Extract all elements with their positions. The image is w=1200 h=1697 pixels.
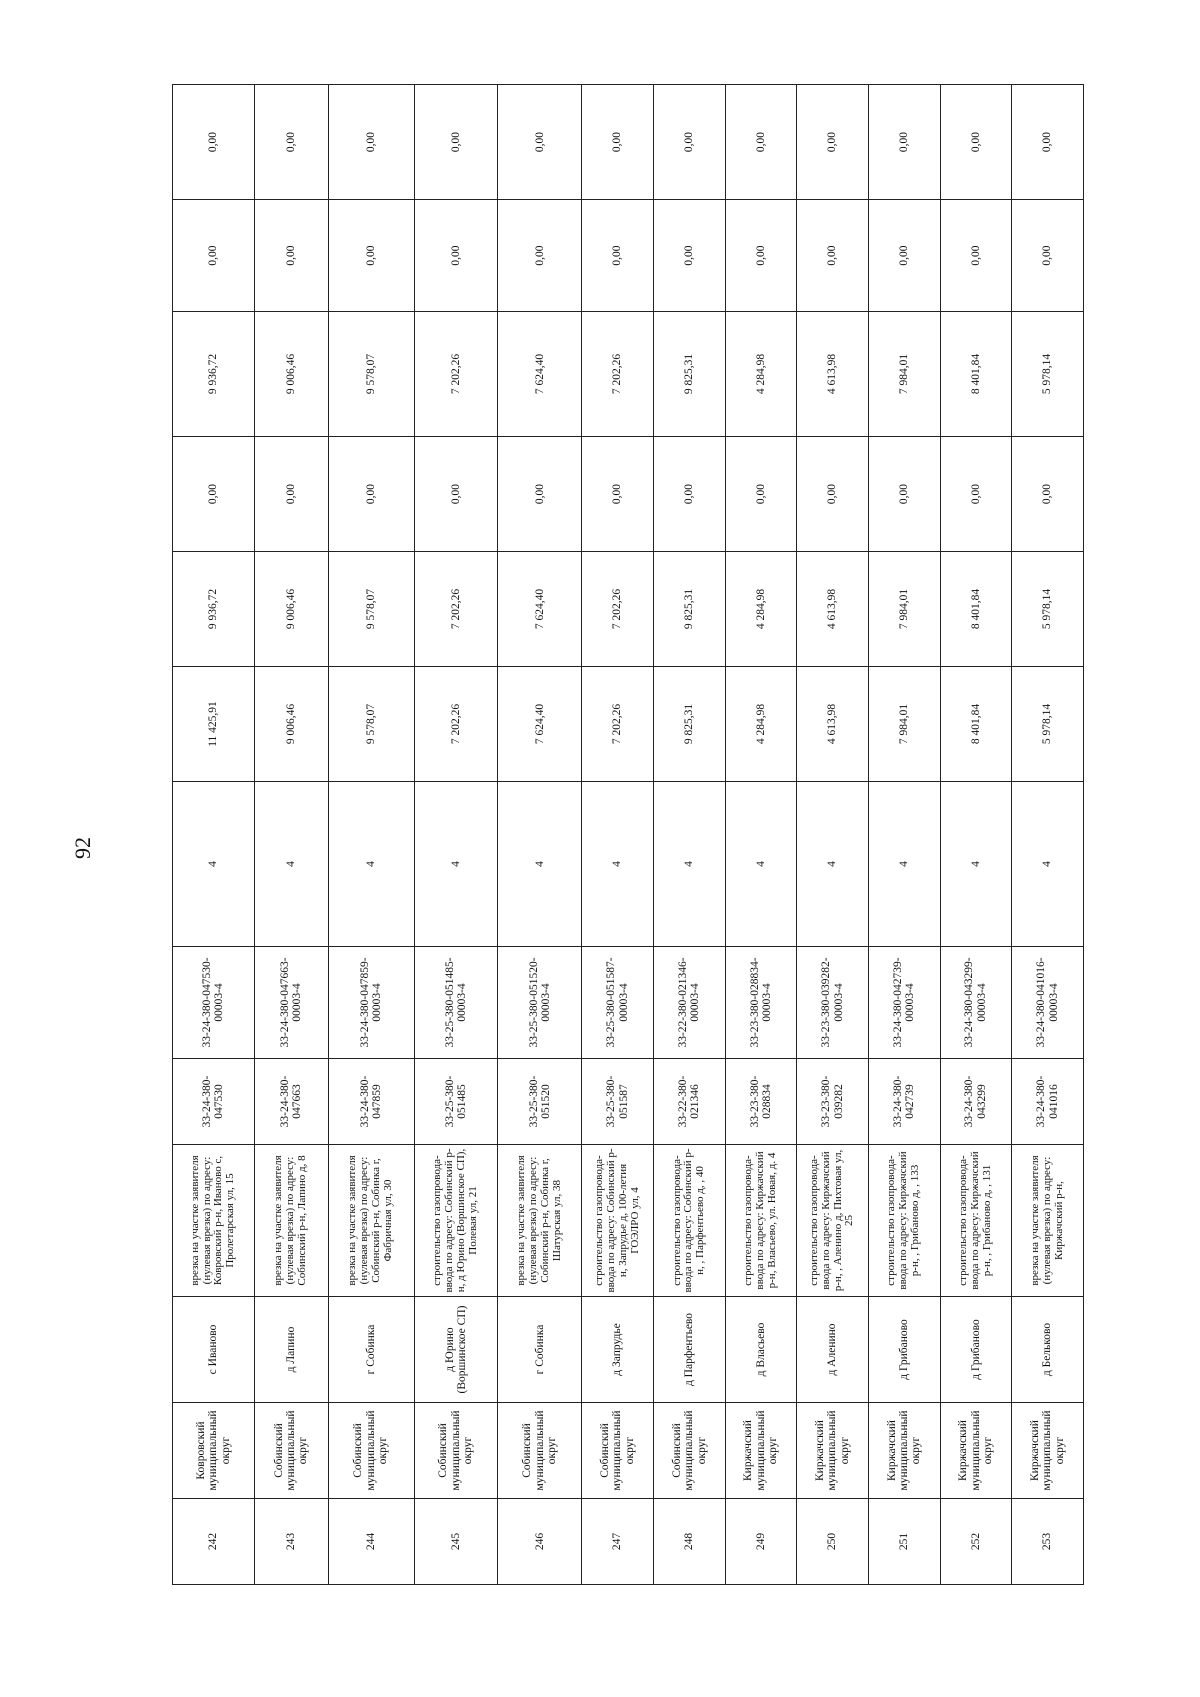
amount-cell-1: 5 978,14 — [1012, 667, 1084, 782]
table-row — [173, 85, 255, 1585]
description-cell: строительство газопровода-ввода по адресу: Киржачский р-н, Власьево, ул. Новая, д. 4 — [725, 1145, 797, 1297]
amount-cell-4: 8 401,84 — [940, 312, 1012, 437]
okrug-cell: Собинский муниципальный округ — [654, 1403, 726, 1499]
row-number: 245 — [414, 1499, 498, 1585]
okrug-cell: Собинский муниципальный округ — [254, 1403, 328, 1499]
amount-cell-3: 0,00 — [868, 437, 940, 552]
amount-cell-3: 0,00 — [498, 437, 582, 552]
code-cell: 33-24-380-043299 — [940, 1059, 1012, 1145]
table-row — [725, 85, 797, 1585]
code-cell: 33-24-380-047859 — [328, 1059, 414, 1145]
amount-cell-5: 0,00 — [414, 200, 498, 312]
rate-cell: 4 — [582, 782, 654, 947]
row-number: 242 — [173, 1499, 255, 1585]
full-code-cell: 33-24-380-047663-00003-4 — [254, 947, 328, 1059]
amount-cell-5: 0,00 — [940, 200, 1012, 312]
table-row — [582, 85, 654, 1585]
amount-cell-5: 0,00 — [498, 200, 582, 312]
description-cell: строительство газопровода-ввода по адресу: Киржачский р-н, , Аленино д, Пихтовая ул, 25 — [797, 1145, 869, 1297]
code-cell: 33-24-380-047530 — [173, 1059, 255, 1145]
description-cell: строительство газопровода-ввода по адресу: Собинский р-н, д Юрино (Воршинское СП), Полевая ул, 21 — [414, 1145, 498, 1297]
description-cell: строительство газопровода-ввода по адресу: Собинский р-н, Запрудье д, 100-летия ГОЭЛРО ул, 4 — [582, 1145, 654, 1297]
amount-cell-6: 0,00 — [582, 85, 654, 200]
amount-cell-4: 7 202,26 — [414, 312, 498, 437]
amount-cell-2: 4 284,98 — [725, 552, 797, 667]
description-cell: врезка на участке заявителя (нулевая врезка) по адресу: Собинский р-н, Лапино д, 8 — [254, 1145, 328, 1297]
amount-cell-2: 9 578,07 — [328, 552, 414, 667]
rotated-table-container — [172, 85, 1084, 1585]
settlement-cell: д Юрино (Воршинское СП) — [414, 1297, 498, 1403]
amount-cell-4: 9 006,46 — [254, 312, 328, 437]
full-code-cell: 33-24-380-047530-00003-4 — [173, 947, 255, 1059]
table-row — [328, 85, 414, 1585]
table-row — [868, 85, 940, 1585]
okrug-cell: Ковровский муниципальный округ — [173, 1403, 255, 1499]
rate-cell: 4 — [797, 782, 869, 947]
rate-cell: 4 — [328, 782, 414, 947]
okrug-cell: Киржачский муниципальный округ — [797, 1403, 869, 1499]
amount-cell-1: 9 825,31 — [654, 667, 726, 782]
rate-cell: 4 — [498, 782, 582, 947]
amount-cell-5: 0,00 — [254, 200, 328, 312]
amount-cell-3: 0,00 — [414, 437, 498, 552]
table-row — [1012, 85, 1084, 1585]
amount-cell-1: 7 624,40 — [498, 667, 582, 782]
okrug-cell: Киржачский муниципальный округ — [868, 1403, 940, 1499]
amount-cell-4: 4 613,98 — [797, 312, 869, 437]
amount-cell-2: 8 401,84 — [940, 552, 1012, 667]
okrug-cell: Собинский муниципальный округ — [498, 1403, 582, 1499]
table-row — [940, 85, 1012, 1585]
amount-cell-1: 7 202,26 — [582, 667, 654, 782]
amount-cell-2: 9 825,31 — [654, 552, 726, 667]
amount-cell-6: 0,00 — [1012, 85, 1084, 200]
settlement-cell: д Грибаново — [940, 1297, 1012, 1403]
description-cell: врезка на участке заявителя (нулевая врезка) по адресу: Собинский р-н, Собинка г, Фабричная ул, 30 — [328, 1145, 414, 1297]
table-row — [654, 85, 726, 1585]
amount-cell-2: 7 624,40 — [498, 552, 582, 667]
row-number: 244 — [328, 1499, 414, 1585]
amount-cell-5: 0,00 — [654, 200, 726, 312]
amount-cell-4: 9 825,31 — [654, 312, 726, 437]
description-cell: строительство газопровода-ввода по адресу: Киржачский р-н, , Грибаново д, , 131 — [940, 1145, 1012, 1297]
full-code-cell: 33-22-380-021346-00003-4 — [654, 947, 726, 1059]
row-number: 247 — [582, 1499, 654, 1585]
row-number: 246 — [498, 1499, 582, 1585]
full-code-cell: 33-24-380-043299-00003-4 — [940, 947, 1012, 1059]
okrug-cell: Киржачский муниципальный округ — [940, 1403, 1012, 1499]
full-code-cell: 33-24-380-041016-00003-4 — [1012, 947, 1084, 1059]
code-cell: 33-23-380-028834 — [725, 1059, 797, 1145]
amount-cell-3: 0,00 — [254, 437, 328, 552]
amount-cell-1: 9 006,46 — [254, 667, 328, 782]
rate-cell: 4 — [173, 782, 255, 947]
code-cell: 33-25-380-051587 — [582, 1059, 654, 1145]
amount-cell-1: 7 984,01 — [868, 667, 940, 782]
amount-cell-6: 0,00 — [254, 85, 328, 200]
okrug-cell: Киржачский муниципальный округ — [1012, 1403, 1084, 1499]
row-number: 243 — [254, 1499, 328, 1585]
amount-cell-3: 0,00 — [797, 437, 869, 552]
table-row — [797, 85, 869, 1585]
amount-cell-5: 0,00 — [868, 200, 940, 312]
table-row — [498, 85, 582, 1585]
row-number: 248 — [654, 1499, 726, 1585]
code-cell: 33-25-380-051520 — [498, 1059, 582, 1145]
okrug-cell: Собинский муниципальный округ — [414, 1403, 498, 1499]
amount-cell-3: 0,00 — [328, 437, 414, 552]
description-cell: врезка на участке заявителя (нулевая врезка) по адресу: Ковровский р-н, Иваново с, Пролетарская ул, 15 — [173, 1145, 255, 1297]
settlement-cell: г Собинка — [498, 1297, 582, 1403]
amount-cell-2: 9 936,72 — [173, 552, 255, 667]
page-number: 92 — [70, 837, 95, 859]
amount-cell-6: 0,00 — [654, 85, 726, 200]
full-code-cell: 33-25-380-051485-00003-4 — [414, 947, 498, 1059]
amount-cell-4: 5 978,14 — [1012, 312, 1084, 437]
amount-cell-6: 0,00 — [328, 85, 414, 200]
settlement-cell: д Власьево — [725, 1297, 797, 1403]
amount-cell-4: 9 578,07 — [328, 312, 414, 437]
description-cell: строительство газопровода-ввода по адресу: Киржачский р-н, , Грибаново д, , 133 — [868, 1145, 940, 1297]
rate-cell: 4 — [414, 782, 498, 947]
amount-cell-1: 11 425,91 — [173, 667, 255, 782]
full-code-cell: 33-24-380-047859-00003-4 — [328, 947, 414, 1059]
okrug-cell: Собинский муниципальный округ — [328, 1403, 414, 1499]
code-cell: 33-24-380-041016 — [1012, 1059, 1084, 1145]
amount-cell-6: 0,00 — [868, 85, 940, 200]
amount-cell-3: 0,00 — [940, 437, 1012, 552]
amount-cell-6: 0,00 — [725, 85, 797, 200]
amount-cell-5: 0,00 — [582, 200, 654, 312]
code-cell: 33-25-380-051485 — [414, 1059, 498, 1145]
amount-cell-3: 0,00 — [1012, 437, 1084, 552]
amount-cell-1: 4 613,98 — [797, 667, 869, 782]
amount-cell-2: 7 202,26 — [414, 552, 498, 667]
code-cell: 33-24-380-042739 — [868, 1059, 940, 1145]
amount-cell-1: 4 284,98 — [725, 667, 797, 782]
full-code-cell: 33-23-380-028834-00003-4 — [725, 947, 797, 1059]
rate-cell: 4 — [868, 782, 940, 947]
settlement-cell: с Иваново — [173, 1297, 255, 1403]
description-cell: врезка на участке заявителя (нулевая врезка) по адресу: Собинский р-н, Собинка г, Шатурская ул, 38 — [498, 1145, 582, 1297]
full-code-cell: 33-24-380-042739-00003-4 — [868, 947, 940, 1059]
rate-cell: 4 — [254, 782, 328, 947]
description-cell: врезка на участке заявителя (нулевая врезка) по адресу: Киржачский р-н, — [1012, 1145, 1084, 1297]
amount-cell-4: 4 284,98 — [725, 312, 797, 437]
table-row — [414, 85, 498, 1585]
amount-cell-5: 0,00 — [725, 200, 797, 312]
code-cell: 33-22-380-021346 — [654, 1059, 726, 1145]
settlement-cell: г Собинка — [328, 1297, 414, 1403]
settlement-cell: д Запрудье — [582, 1297, 654, 1403]
row-number: 252 — [940, 1499, 1012, 1585]
settlement-cell: д Аленино — [797, 1297, 869, 1403]
amount-cell-4: 9 936,72 — [173, 312, 255, 437]
rate-cell: 4 — [725, 782, 797, 947]
amount-cell-3: 0,00 — [725, 437, 797, 552]
amount-cell-1: 8 401,84 — [940, 667, 1012, 782]
row-number: 249 — [725, 1499, 797, 1585]
settlement-cell: д Грибаново — [868, 1297, 940, 1403]
amount-cell-6: 0,00 — [797, 85, 869, 200]
description-cell: строительство газопровода-ввода по адресу: Собинский р-н, , Парфентьево д, , 40 — [654, 1145, 726, 1297]
amount-cell-5: 0,00 — [797, 200, 869, 312]
amount-cell-4: 7 202,26 — [582, 312, 654, 437]
amount-cell-3: 0,00 — [654, 437, 726, 552]
amount-cell-1: 9 578,07 — [328, 667, 414, 782]
rate-cell: 4 — [940, 782, 1012, 947]
amount-cell-3: 0,00 — [173, 437, 255, 552]
amount-cell-5: 0,00 — [173, 200, 255, 312]
amount-cell-2: 7 984,01 — [868, 552, 940, 667]
settlement-cell: д Лапино — [254, 1297, 328, 1403]
amount-cell-4: 7 624,40 — [498, 312, 582, 437]
rate-cell: 4 — [1012, 782, 1084, 947]
amount-cell-1: 7 202,26 — [414, 667, 498, 782]
code-cell: 33-23-380-039282 — [797, 1059, 869, 1145]
row-number: 251 — [868, 1499, 940, 1585]
row-number: 253 — [1012, 1499, 1084, 1585]
settlement-cell: д Парфентьево — [654, 1297, 726, 1403]
full-code-cell: 33-25-380-051587-00003-4 — [582, 947, 654, 1059]
data-table — [172, 84, 1084, 1585]
amount-cell-2: 5 978,14 — [1012, 552, 1084, 667]
settlement-cell: д Бельково — [1012, 1297, 1084, 1403]
amount-cell-3: 0,00 — [582, 437, 654, 552]
rate-cell: 4 — [654, 782, 726, 947]
amount-cell-6: 0,00 — [173, 85, 255, 200]
amount-cell-4: 7 984,01 — [868, 312, 940, 437]
amount-cell-2: 4 613,98 — [797, 552, 869, 667]
okrug-cell: Киржачский муниципальный округ — [725, 1403, 797, 1499]
code-cell: 33-24-380-047663 — [254, 1059, 328, 1145]
full-code-cell: 33-25-380-051520-00003-4 — [498, 947, 582, 1059]
table-row — [254, 85, 328, 1585]
amount-cell-2: 7 202,26 — [582, 552, 654, 667]
amount-cell-6: 0,00 — [498, 85, 582, 200]
row-number: 250 — [797, 1499, 869, 1585]
amount-cell-6: 0,00 — [940, 85, 1012, 200]
okrug-cell: Собинский муниципальный округ — [582, 1403, 654, 1499]
amount-cell-2: 9 006,46 — [254, 552, 328, 667]
amount-cell-5: 0,00 — [1012, 200, 1084, 312]
amount-cell-6: 0,00 — [414, 85, 498, 200]
full-code-cell: 33-23-380-039282-00003-4 — [797, 947, 869, 1059]
amount-cell-5: 0,00 — [328, 200, 414, 312]
